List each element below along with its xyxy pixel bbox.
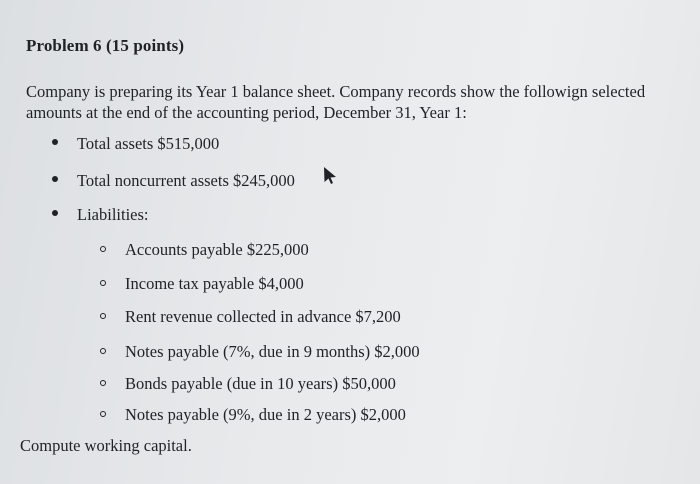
intro-line-1: Company is preparing its Year 1 balance sheet. Company records show the followign selected xyxy=(26,82,646,101)
sub-item-label: Bonds payable (due in 10 years) $50,000 xyxy=(125,374,396,393)
list-item-label: Total noncurrent assets $245,000 xyxy=(77,171,295,190)
hollow-bullet-icon xyxy=(100,280,106,286)
problem-title: Problem 6 (15 points) xyxy=(26,36,185,55)
intro-line-2: amounts at the end of the accounting period, December 31, Year 1: xyxy=(26,103,467,122)
hollow-bullet-icon xyxy=(100,313,106,319)
hollow-bullet-icon xyxy=(100,246,106,252)
hollow-bullet-icon xyxy=(100,411,106,417)
question-text: Compute working capital. xyxy=(20,436,192,455)
bullet-icon xyxy=(52,176,58,182)
bullet-icon xyxy=(52,139,58,145)
sub-item-label: Notes payable (7%, due in 9 months) $2,000 xyxy=(125,342,420,361)
bullet-icon xyxy=(52,210,58,216)
sub-item-label: Income tax payable $4,000 xyxy=(125,274,304,293)
list-item-label: Total assets $515,000 xyxy=(77,134,220,153)
sub-item-label: Accounts payable $225,000 xyxy=(125,240,309,259)
sub-item-label: Rent revenue collected in advance $7,200 xyxy=(125,307,401,326)
hollow-bullet-icon xyxy=(100,348,106,354)
problem-intro xyxy=(26,81,694,123)
mouse-pointer-icon xyxy=(322,166,338,186)
list-item-label: Liabilities: xyxy=(77,205,149,224)
sub-item-label: Notes payable (9%, due in 2 years) $2,000 xyxy=(125,405,406,424)
hollow-bullet-icon xyxy=(100,380,106,386)
